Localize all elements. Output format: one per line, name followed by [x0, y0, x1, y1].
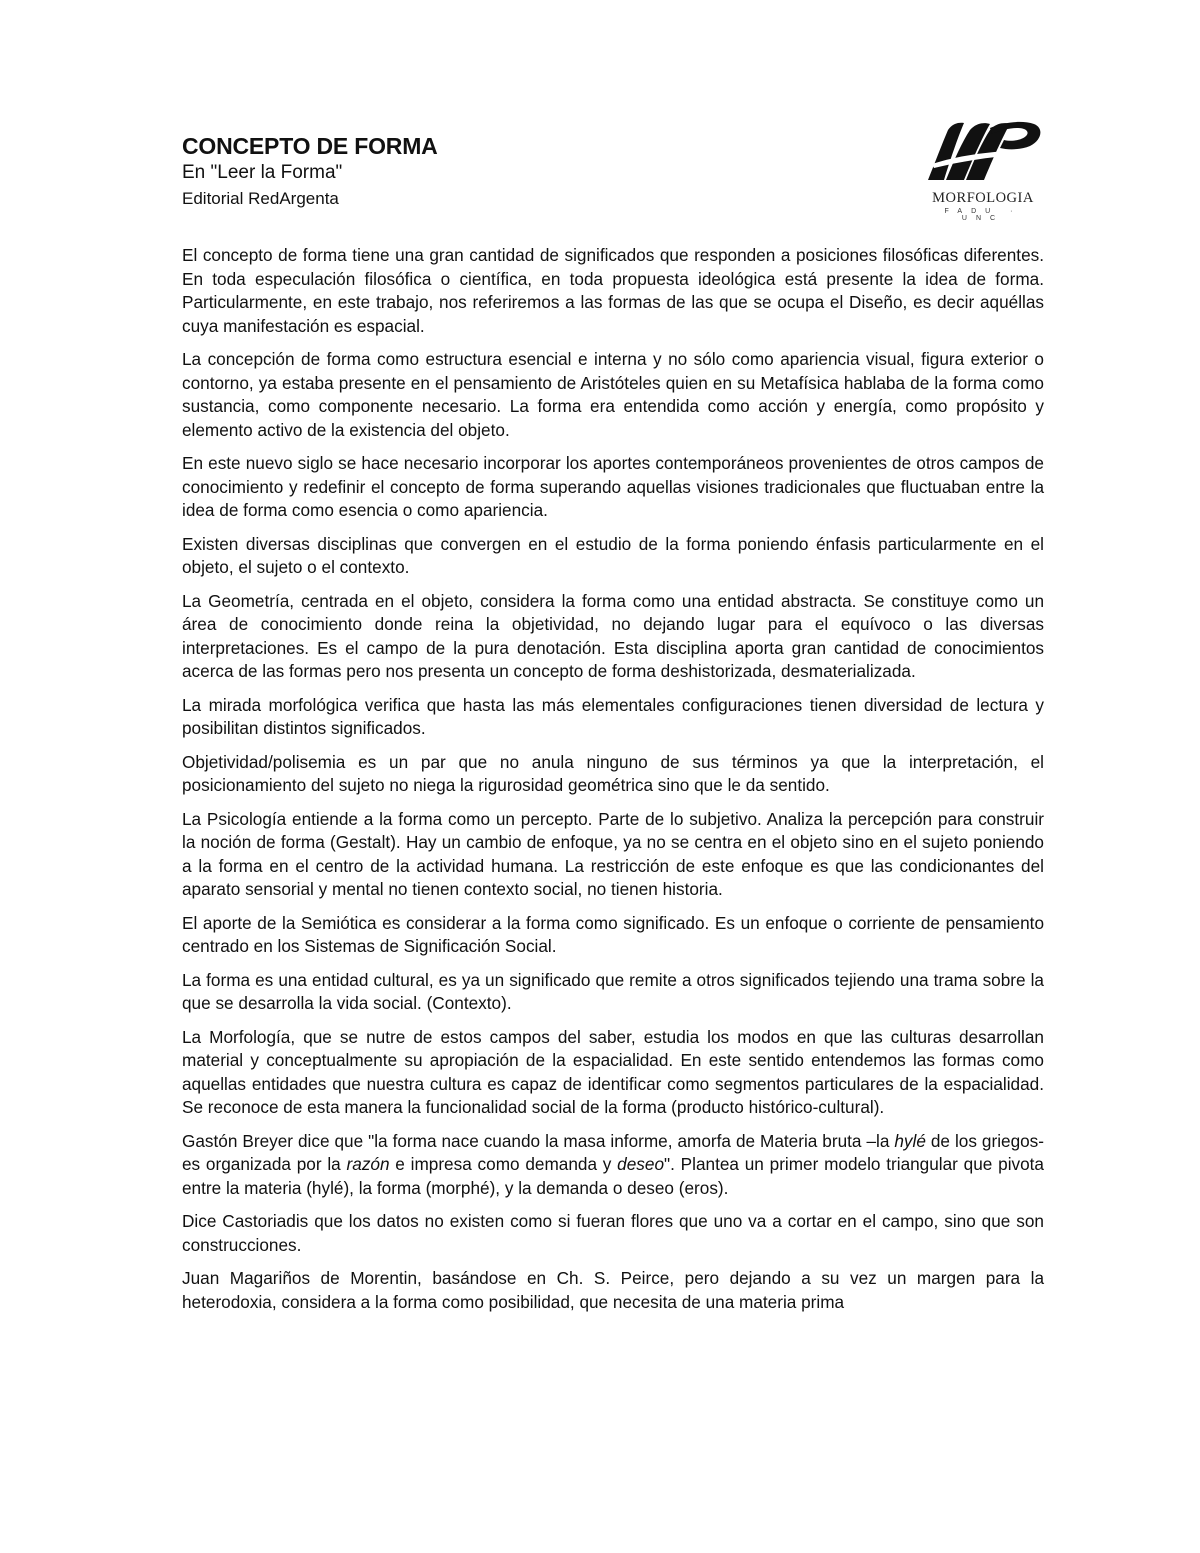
text-run: ". Plantea un primer modelo triangular que pivota entre la materia (hylé), la forma (morphé), y la demanda o deseo (eros).	[182, 1154, 1044, 1198]
paragraph: Dice Castoriadis que los datos no existen como si fueran flores que uno va a cortar en el campo, sino que son construcciones.	[182, 1211, 1044, 1255]
paragraph: La Geometría, centrada en el objeto, considera la forma como una entidad abstracta. Se constituye como un área de conocimiento donde reina la objetividad, no dejando lugar para el equívoco o las diversas interpretaciones. Es el campo de la pura denotación. Esta disciplina aporta gran cantidad de conocimientos acerca de las formas pero nos presenta un concepto de forma deshistorizada, desmaterializada.	[182, 590, 1044, 681]
logo-subtext: FADU · UNC	[944, 208, 1022, 222]
logo-wordmark: MORFOLOGIA	[932, 190, 1034, 206]
paragraph: En este nuevo siglo se hace necesario incorporar los aportes contemporáneos provenientes de otros campos de conocimiento y redefinir el concepto de forma superando aquellas visiones tradicionales que fluctuaban entre la idea de forma como esencia o como apariencia.	[182, 453, 1044, 520]
document-title: CONCEPTO DE FORMA	[182, 133, 438, 159]
paragraph: Juan Magariños de Morentin, basándose en Ch. S. Peirce, pero dejando a su vez un margen para la heterodoxia, considera a la forma como posibilidad, que necesita de una materia prima	[182, 1268, 1044, 1312]
document-body	[182, 244, 1044, 1314]
paragraph: El concepto de forma tiene una gran cantidad de significados que responden a posiciones filosóficas diferentes. En toda especulación filosófica o científica, en toda propuesta ideológica está presente la idea de forma. Particularmente, en este trabajo, nos referiremos a las formas de las que se ocupa el Diseño, es decir aquéllas cuya manifestación es espacial.	[182, 245, 1044, 336]
publisher-line: Editorial RedArgenta	[182, 189, 339, 208]
document-subtitle: En "Leer la Forma"	[182, 162, 343, 183]
paragraph: La concepción de forma como estructura esencial e interna y no sólo como apariencia visual, figura exterior o contorno, ya estaba presente en el pensamiento de Aristóteles quien en su Metafísica hablaba de la forma como sustancia, como componente necesario. La forma era entendida como acción y energía, como propósito y elemento activo de la existencia del objeto.	[182, 349, 1044, 440]
paragraph: La Psicología entiende a la forma como un percepto. Parte de lo subjetivo. Analiza la percepción para construir la noción de forma (Gestalt). Hay un cambio de enfoque, ya no se centra en el objeto sino en el sujeto poniendo a la forma en el centro de la actividad humana. La restricción de este enfoque es que las condicionantes del aparato sensorial y mental no tienen contexto social, no tienen historia.	[182, 808, 1044, 899]
logo-m-mark-icon	[922, 120, 1044, 192]
paragraph: La mirada morfológica verifica que hasta las más elementales configuraciones tienen diversidad de lectura y posibilitan distintos significados.	[182, 694, 1044, 738]
morfologia-logo	[922, 120, 1044, 220]
paragraph: El aporte de la Semiótica es considerar a la forma como significado. Es un enfoque o corriente de pensamiento centrado en los Sistemas de Significación Social.	[182, 912, 1044, 956]
paragraph: La Morfología, que se nutre de estos campos del saber, estudia los modos en que las culturas desarrollan material y conceptualmente su apropiación de la espacialidad. En este sentido entendemos las formas como aquellas entidades que nuestra cultura es capaz de identificar como segmentos particulares de la espacialidad. Se reconoce de esta manera la funcionalidad social de la forma (producto histórico-cultural).	[182, 1026, 1044, 1117]
text-run: e impresa como demanda y	[389, 1154, 618, 1174]
text-run: de los griegos- es organizada por la	[182, 1130, 1045, 1174]
document-page	[182, 132, 1044, 1324]
document-header	[182, 132, 1044, 244]
italic-term: razón	[346, 1154, 390, 1174]
paragraph-breyer	[182, 1130, 1044, 1201]
italic-term: deseo	[617, 1154, 665, 1174]
paragraph: Existen diversas disciplinas que convergen en el estudio de la forma poniendo énfasis particularmente en el objeto, el sujeto o el contexto.	[182, 533, 1044, 577]
paragraph: La forma es una entidad cultural, es ya un significado que remite a otros significados tejiendo una trama sobre la que se desarrolla la vida social. (Contexto).	[182, 969, 1044, 1013]
italic-term: hylé	[894, 1130, 926, 1151]
text-run: Gastón Breyer dice que "la forma nace cuando la masa informe, amorfa de Materia bruta –la	[182, 1130, 895, 1151]
paragraph: Objetividad/polisemia es un par que no anula ninguno de sus términos ya que la interpretación, el posicionamiento del sujeto no niega la rigurosidad geométrica sino que le da sentido.	[182, 751, 1044, 795]
